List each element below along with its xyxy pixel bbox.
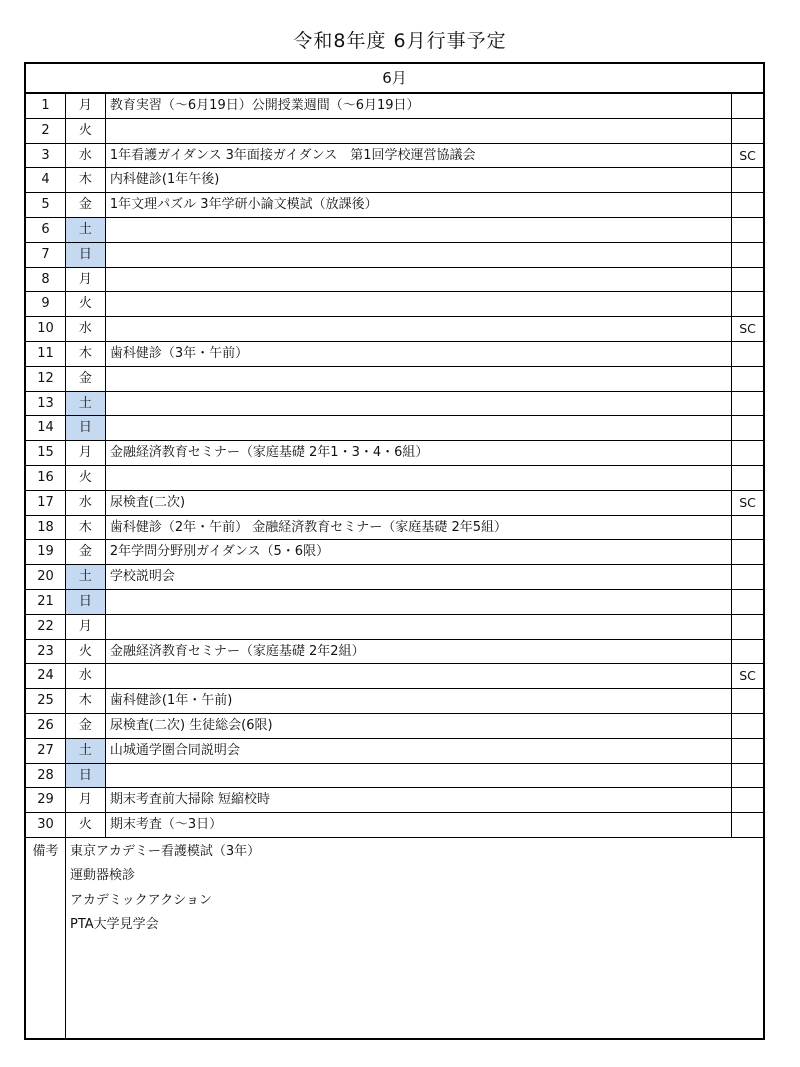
weekday-cell: 火 [66, 119, 106, 143]
note-cell [732, 268, 763, 292]
table-row [26, 367, 763, 392]
day-cell: 18 [26, 516, 66, 540]
event-cell: 山城通学圏合同説明会 [106, 739, 732, 763]
note-cell: SC [739, 668, 756, 684]
event-cell [106, 218, 732, 242]
table-row [26, 218, 763, 243]
day-cell: 2 [26, 119, 66, 143]
weekday-cell: 金 [66, 714, 106, 738]
table-row [26, 416, 763, 441]
note-cell: SC [739, 494, 756, 510]
day-cell: 5 [26, 193, 66, 217]
note-cell [732, 640, 763, 664]
note-cell: SC [739, 147, 756, 163]
event-cell: 1年看護ガイダンス 3年面接ガイダンス 第1回学校運営協議会 [106, 144, 732, 168]
note-cell [732, 342, 763, 366]
event-cell: 学校説明会 [106, 565, 732, 589]
weekday-cell: 水 [66, 317, 106, 341]
table-row [26, 565, 763, 590]
day-cell: 26 [26, 714, 66, 738]
table-row [26, 119, 763, 144]
weekday-cell: 火 [66, 640, 106, 664]
note-cell [732, 193, 763, 217]
table-row [26, 615, 763, 640]
event-cell: 金融経済教育セミナー（家庭基礎 2年1・3・4・6組） [106, 441, 732, 465]
event-cell [106, 466, 732, 490]
weekday-cell: 金 [66, 540, 106, 564]
event-cell [106, 416, 732, 440]
weekday-cell: 土 [66, 565, 106, 589]
table-row [26, 392, 763, 417]
event-cell: 歯科健診（3年・午前） [106, 342, 732, 366]
table-row [26, 764, 763, 789]
weekday-cell: 土 [66, 392, 106, 416]
day-cell: 28 [26, 764, 66, 788]
event-cell [106, 590, 732, 614]
day-cell: 20 [26, 565, 66, 589]
note-cell [732, 540, 763, 564]
schedule-table [24, 62, 765, 1040]
event-cell: 尿検査(二次) [106, 491, 732, 515]
day-cell: 13 [26, 392, 66, 416]
note-cell [732, 813, 763, 837]
table-row [26, 193, 763, 218]
note-cell [732, 292, 763, 316]
day-cell: 9 [26, 292, 66, 316]
note-cell [732, 367, 763, 391]
day-cell: 16 [26, 466, 66, 490]
weekday-cell: 月 [66, 441, 106, 465]
weekday-cell: 火 [66, 292, 106, 316]
note-cell [732, 615, 763, 639]
note-cell: SC [739, 321, 756, 337]
note-cell [732, 764, 763, 788]
remark-item: 運動器検診 [70, 868, 136, 884]
weekday-cell: 水 [66, 144, 106, 168]
weekday-cell: 金 [66, 367, 106, 391]
event-cell: 1年文理パズル 3年学研小論文模試（放課後） [106, 193, 732, 217]
event-cell: 期末考査前大掃除 短縮校時 [106, 788, 732, 812]
weekday-cell: 木 [66, 689, 106, 713]
day-rows [26, 94, 763, 838]
event-cell: 金融経済教育セミナー（家庭基礎 2年2組） [106, 640, 732, 664]
event-cell [106, 292, 732, 316]
event-cell: 歯科健診（2年・午前） 金融経済教育セミナー（家庭基礎 2年5組） [106, 516, 732, 540]
day-cell: 22 [26, 615, 66, 639]
day-cell: 15 [26, 441, 66, 465]
event-cell: 内科健診(1年午後) [106, 168, 732, 192]
remarks-list [66, 838, 763, 1038]
weekday-cell: 月 [66, 788, 106, 812]
weekday-cell: 水 [66, 491, 106, 515]
table-row [26, 689, 763, 714]
event-cell [106, 392, 732, 416]
weekday-cell: 火 [66, 466, 106, 490]
note-cell [732, 218, 763, 242]
weekday-cell: 金 [66, 193, 106, 217]
event-cell: 尿検査(二次) 生徒総会(6限) [106, 714, 732, 738]
weekday-cell: 月 [66, 268, 106, 292]
note-cell [732, 516, 763, 540]
remark-item: 東京アカデミー看護模試（3年） [70, 843, 261, 859]
weekday-cell: 日 [66, 416, 106, 440]
weekday-cell: 木 [66, 516, 106, 540]
month-header: 6月 [26, 64, 763, 94]
weekday-cell: 月 [66, 94, 106, 118]
day-cell: 4 [26, 168, 66, 192]
note-cell [732, 714, 763, 738]
note-cell [732, 590, 763, 614]
day-cell: 11 [26, 342, 66, 366]
event-cell: 2年学問分野別ガイダンス（5・6限） [106, 540, 732, 564]
table-row [26, 813, 763, 838]
table-row [26, 664, 763, 689]
table-row [26, 466, 763, 491]
note-cell [732, 119, 763, 143]
event-cell [106, 664, 732, 688]
table-row [26, 317, 763, 342]
day-cell: 6 [26, 218, 66, 242]
event-cell: 歯科健診(1年・午前) [106, 689, 732, 713]
table-row [26, 144, 763, 169]
day-cell: 21 [26, 590, 66, 614]
day-cell: 25 [26, 689, 66, 713]
note-cell [732, 739, 763, 763]
day-cell: 30 [26, 813, 66, 837]
note-cell [732, 416, 763, 440]
page-title: 令和8年度 6月行事予定 [293, 30, 507, 52]
event-cell [106, 317, 732, 341]
note-cell [732, 243, 763, 267]
event-cell: 期末考査（～3日） [106, 813, 732, 837]
weekday-cell: 木 [66, 168, 106, 192]
note-cell [732, 441, 763, 465]
table-row [26, 292, 763, 317]
day-cell: 29 [26, 788, 66, 812]
remarks-label: 備考 [26, 838, 66, 1038]
table-row [26, 516, 763, 541]
weekday-cell: 土 [66, 739, 106, 763]
note-cell [732, 565, 763, 589]
table-row [26, 640, 763, 665]
note-cell [732, 94, 763, 118]
note-cell [732, 168, 763, 192]
day-cell: 10 [26, 317, 66, 341]
note-cell [732, 466, 763, 490]
weekday-cell: 火 [66, 813, 106, 837]
remarks-section [26, 838, 763, 1038]
weekday-cell: 日 [66, 243, 106, 267]
event-cell [106, 367, 732, 391]
note-cell [732, 689, 763, 713]
day-cell: 27 [26, 739, 66, 763]
day-cell: 3 [26, 144, 66, 168]
weekday-cell: 日 [66, 590, 106, 614]
table-row [26, 590, 763, 615]
event-cell [106, 119, 732, 143]
note-cell [732, 392, 763, 416]
event-cell [106, 615, 732, 639]
weekday-cell: 木 [66, 342, 106, 366]
weekday-cell: 水 [66, 664, 106, 688]
day-cell: 24 [26, 664, 66, 688]
day-cell: 8 [26, 268, 66, 292]
day-cell: 1 [26, 94, 66, 118]
weekday-cell: 土 [66, 218, 106, 242]
table-row [26, 243, 763, 268]
event-cell [106, 764, 732, 788]
remark-item: アカデミックアクション [70, 892, 212, 908]
day-cell: 14 [26, 416, 66, 440]
table-row [26, 94, 763, 119]
day-cell: 23 [26, 640, 66, 664]
event-cell [106, 268, 732, 292]
table-row [26, 739, 763, 764]
note-cell [732, 788, 763, 812]
day-cell: 12 [26, 367, 66, 391]
weekday-cell: 日 [66, 764, 106, 788]
remark-item: PTA大学見学会 [70, 917, 159, 933]
table-row [26, 342, 763, 367]
day-cell: 17 [26, 491, 66, 515]
table-row [26, 788, 763, 813]
day-cell: 19 [26, 540, 66, 564]
table-row [26, 714, 763, 739]
table-row [26, 168, 763, 193]
table-row [26, 540, 763, 565]
table-row [26, 441, 763, 466]
event-cell [106, 243, 732, 267]
weekday-cell: 月 [66, 615, 106, 639]
table-row [26, 268, 763, 293]
event-cell: 教育実習（～6月19日）公開授業週間（～6月19日） [106, 94, 732, 118]
table-row [26, 491, 763, 516]
day-cell: 7 [26, 243, 66, 267]
